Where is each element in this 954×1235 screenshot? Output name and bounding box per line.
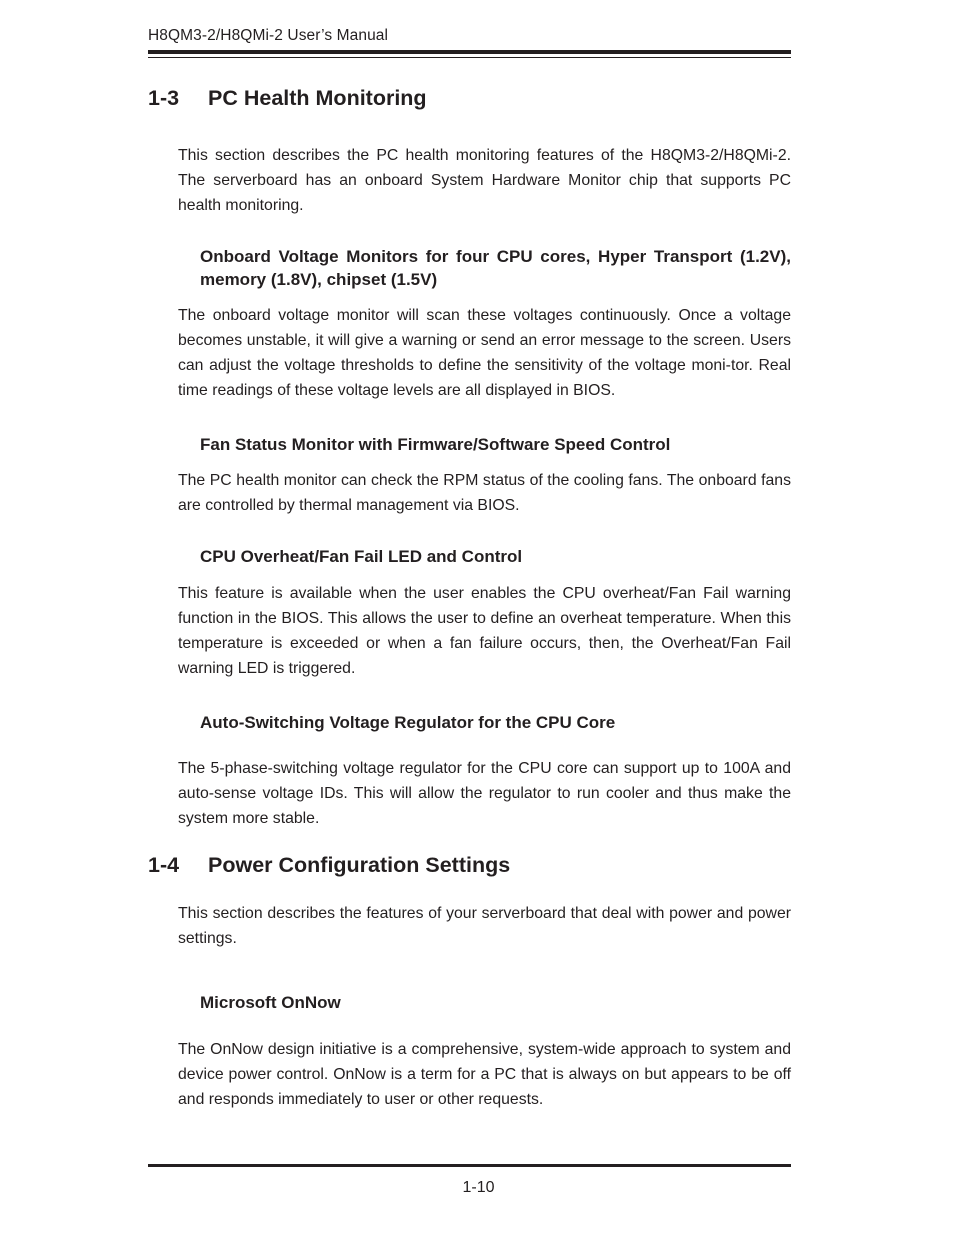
manual-title: H8QM3-2/H8QMi-2 User’s Manual [148, 27, 389, 44]
section-intro: This section describes the features of your serverboard that deal with power and power settings. [178, 905, 791, 947]
subsection-body: The OnNow design initiative is a comprehensive, system-wide approach to system and device power control. OnNow is a term for a PC that is always on but appears to be off and responds immediately to user or other requests. [178, 1041, 791, 1108]
subsection-body: The onboard voltage monitor will scan these voltages continuously. Once a voltage becomes unstable, it will give a warning or send an error message to the screen. Users can adjust the voltage thresholds to define the sensitivity of the voltage moni-tor. Real time readings of these voltage levels are all displayed in BIOS. [178, 307, 791, 399]
section-intro: This section describes the PC health monitoring features of the H8QM3-2/H8QMi-2. The serverboard has an onboard System Hardware Monitor chip that supports PC health monitoring. [178, 147, 791, 214]
footer-rule [148, 1164, 791, 1167]
subsection-body: The PC health monitor can check the RPM status of the cooling fans. The onboard fans are controlled by thermal management via BIOS. [178, 472, 791, 514]
subsection-heading: Auto-Switching Voltage Regulator for the CPU Core [200, 713, 616, 732]
subsection-body: The 5-phase-switching voltage regulator for the CPU core can support up to 100A and auto-sense voltage IDs. This will allow the regulator to run cooler and thus make the system more stable. [178, 760, 791, 827]
section-title-text: Power Configuration Settings [208, 853, 511, 877]
section-title [148, 853, 510, 878]
page-number: 1-10 [462, 1179, 495, 1196]
section-number: 1-4 [148, 853, 180, 877]
subsection-heading: Microsoft OnNow [200, 993, 341, 1012]
subsection-body: This feature is available when the user enables the CPU overheat/Fan Fail warning function in the BIOS. This allows the user to define an overheat temperature. When this temperature is exceeded or when a fan failure occurs, then, the Overheat/Fan Fail warning LED is triggered. [178, 585, 791, 677]
header-rule-thin [148, 57, 791, 58]
subsection-heading: Fan Status Monitor with Firmware/Software Speed Control [200, 435, 671, 454]
section-number: 1-3 [148, 86, 180, 110]
subsection-heading: Onboard Voltage Monitors for four CPU cores, Hyper Transport (1.2V), memory (1.8V), chipset (1.5V) [200, 247, 791, 289]
section-title [148, 86, 427, 111]
header-rule [148, 50, 791, 54]
section-title-text: PC Health Monitoring [208, 86, 427, 110]
subsection-heading: CPU Overheat/Fan Fail LED and Control [200, 547, 523, 566]
